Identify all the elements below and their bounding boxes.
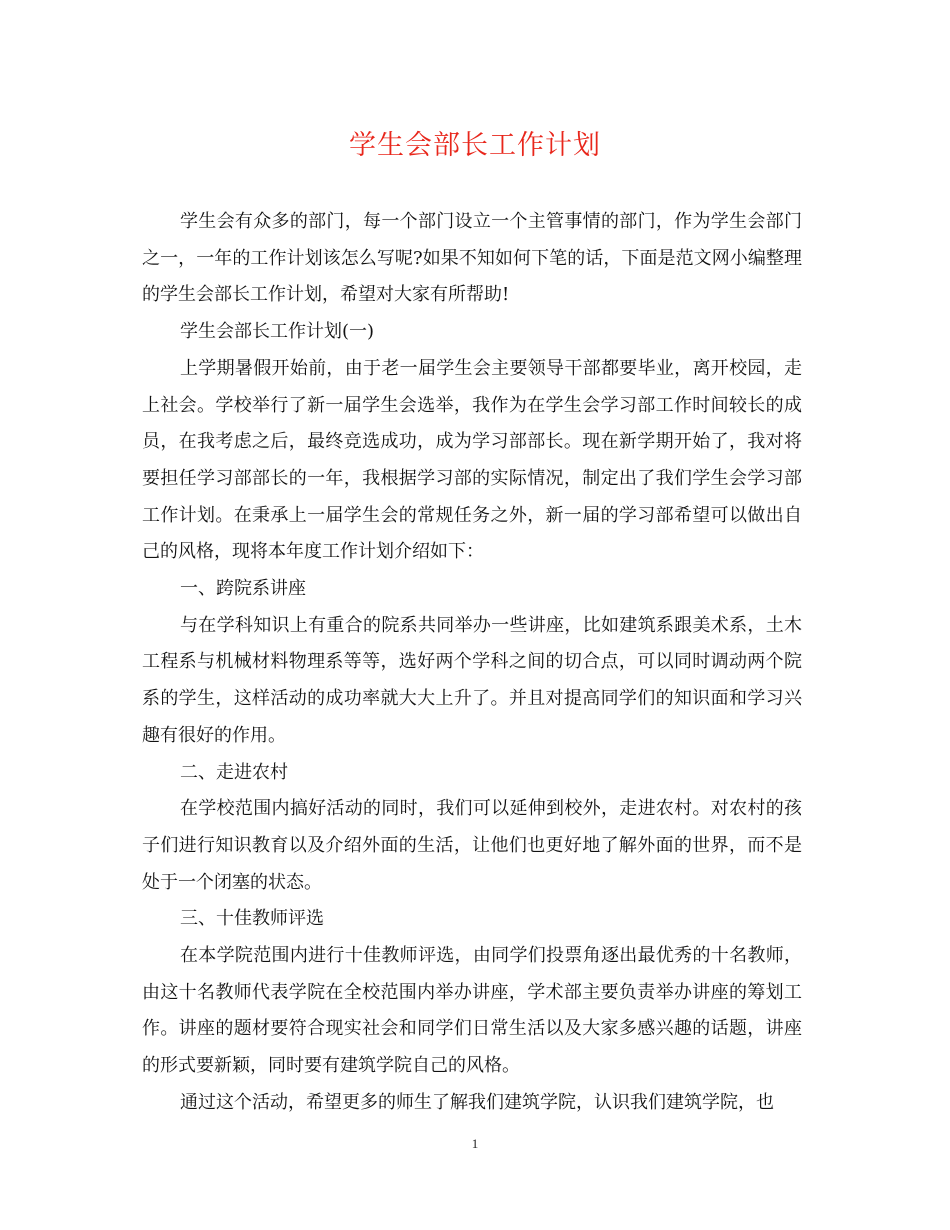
section-heading-lectures: 一、跨院系讲座: [180, 578, 306, 600]
body-paragraph: 上学期暑假开始前，由于老一届学生会主要领导干部都要毕业，离开校园，走上社会。学校举行了新一届学生会选举，我作为在学生会学习部工作时间较长的成员，在我考虑之后，最终竞选成功，成为学习部部长。现在新学期开始了，我对将要担任学习部部长的一年，我根据学习部的实际情况，制定出了我们学生会学习部工作计划。在秉承上一届学生会的常规任务之外，新一届的学习部希望可以做出自己的风格，现将本年度工作计划介绍如下：: [142, 357, 802, 563]
body-paragraph: 与在学科知识上有重合的院系共同举办一些讲座，比如建筑系跟美术系，土木工程系与机械材料物理系等等，选好两个学科之间的切合点，可以同时调动两个院系的学生，这样活动的成功率就大大上升了。并且对提高同学们的知识面和学习兴趣有很好的作用。: [142, 614, 802, 746]
section-heading-teachers: 三、十佳教师评选: [180, 908, 324, 930]
body-paragraph: 在本学院范围内进行十佳教师评选，由同学们投票角逐出最优秀的十名教师，由这十名教师代表学院在全校范围内举办讲座，学术部主要负责举办讲座的筹划工作。讲座的题材要符合现实社会和同学们日常生活以及大家多感兴趣的话题，讲座的形式要新颖，同时要有建筑学院自己的风格。: [142, 945, 802, 1077]
section-heading-countryside: 二、走进农村: [180, 761, 288, 783]
body-paragraph: 通过这个活动，希望更多的师生了解我们建筑学院，认识我们建筑学院，也: [180, 1091, 774, 1113]
document-title: 学生会部长工作计划: [349, 130, 601, 161]
section-heading-plan-one: 学生会部长工作计划(一): [180, 321, 375, 343]
document-body: [142, 204, 802, 1122]
page-number: 1: [471, 1136, 479, 1151]
intro-paragraph: 学生会有众多的部门，每一个部门设立一个主管事情的部门，作为学生会部门之一，一年的工作计划该怎么写呢?如果不知如何下笔的话，下面是范文网小编整理的学生会部长工作计划，希望对大家有所帮助!: [142, 211, 802, 306]
body-paragraph: 在学校范围内搞好活动的同时，我们可以延伸到校外，走进农村。对农村的孩子们进行知识教育以及介绍外面的生活，让他们也更好地了解外面的世界，而不是处于一个闭塞的状态。: [142, 798, 802, 893]
